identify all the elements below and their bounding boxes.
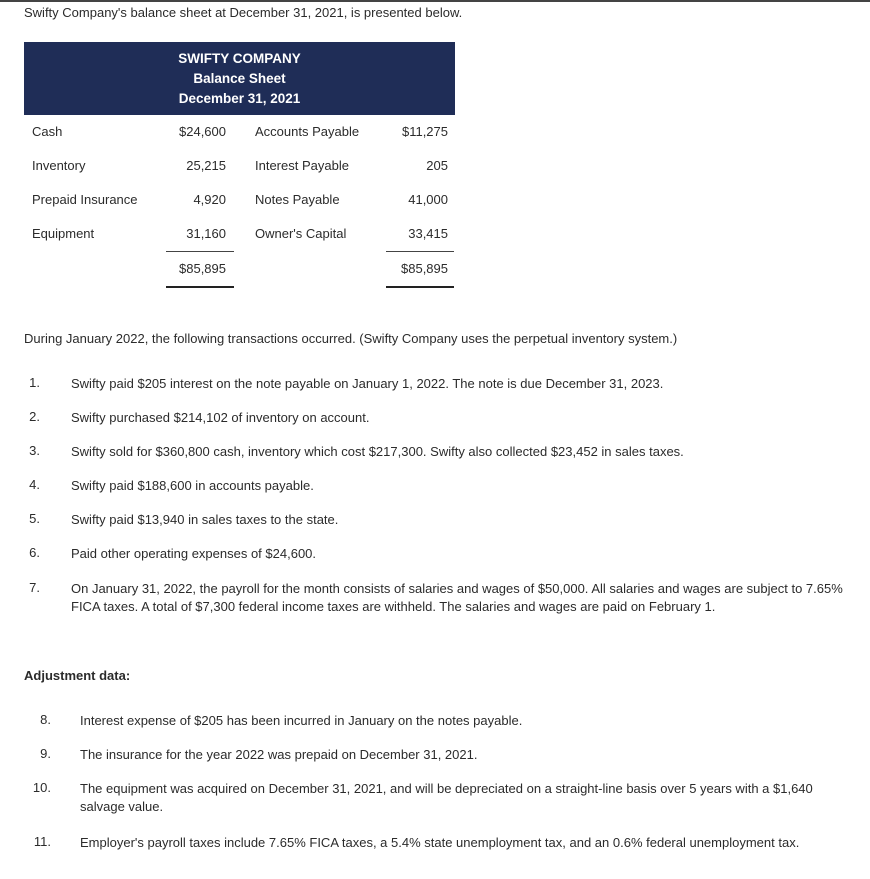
list-item-number: 5. (29, 511, 40, 526)
liability-label: Accounts Payable (255, 124, 360, 139)
total-assets: $85,895 (179, 261, 226, 276)
liability-value: 205 (426, 158, 448, 173)
list-item-number: 2. (29, 409, 40, 424)
asset-label: Equipment (32, 226, 95, 241)
liability-value: $11,275 (401, 124, 448, 139)
asset-label: Inventory (32, 158, 86, 173)
list-item: Paid other operating expenses of $24,600. (71, 546, 317, 561)
liability-value: 33,415 (408, 226, 448, 241)
intro-text: Swifty Company's balance sheet at December 31, 2021, is presented below. (24, 5, 463, 20)
list-item-number: 8. (40, 712, 51, 727)
asset-label: Prepaid Insurance (32, 192, 138, 207)
total-liabilities-equity: $85,895 (401, 261, 448, 276)
asset-value: 4,920 (193, 192, 226, 207)
list-item: Swifty sold for $360,800 cash, inventory which cost $217,300. Swifty also collected $23,452 in sales taxes. (71, 444, 684, 459)
list-item: Swifty purchased $214,102 of inventory on account. (71, 410, 370, 425)
list-item: On January 31, 2022, the payroll for the month consists of salaries and wages of $50,000. All salaries and wages are subject to 7.65% FICA taxes. A total of $7,300 federal income taxes are withheld. The salaries and wages are paid on February 1. (71, 581, 843, 614)
list-item-number: 7. (29, 580, 40, 595)
list-item: The insurance for the year 2022 was prepaid on December 31, 2021. (80, 747, 478, 762)
list-item-number: 1. (29, 375, 40, 390)
asset-value: $24,600 (179, 124, 226, 139)
adjustment-heading: Adjustment data: (24, 668, 131, 683)
company-name: SWIFTY COMPANY (178, 51, 301, 66)
list-item: Interest expense of $205 has been incurred in January on the notes payable. (80, 713, 523, 728)
asset-value: 31,160 (186, 226, 226, 241)
list-item-number: 10. (32, 780, 51, 795)
top-divider (0, 0, 870, 2)
liability-subtotal-rule (386, 251, 454, 252)
liability-label: Notes Payable (255, 192, 340, 207)
balance-sheet-header (24, 42, 455, 115)
transactions-intro: During January 2022, the following transactions occurred. (Swifty Company uses the perpetual inventory system.) (24, 331, 678, 346)
asset-total-rule (166, 286, 234, 288)
list-item-number: 4. (29, 477, 40, 492)
asset-label: Cash (32, 124, 63, 139)
liability-value: 41,000 (408, 192, 448, 207)
list-item: Swifty paid $205 interest on the note payable on January 1, 2022. The note is due December 31, 2023. (71, 376, 664, 391)
liability-total-rule (386, 286, 454, 288)
asset-value: 25,215 (186, 158, 226, 173)
list-item-number: 11. (33, 834, 51, 849)
statement-date: December 31, 2021 (178, 91, 301, 106)
list-item: Swifty paid $188,600 in accounts payable. (71, 478, 314, 493)
list-item: Employer's payroll taxes include 7.65% FICA taxes, a 5.4% state unemployment tax, and an 0.6% federal unemployment tax. (80, 835, 800, 850)
list-item: The equipment was acquired on December 31, 2021, and will be depreciated on a straight-line basis over 5 years with a $1,640 salvage value. (80, 781, 813, 814)
list-item-number: 3. (29, 443, 40, 458)
list-item-number: 6. (29, 545, 40, 560)
liability-label: Interest Payable (255, 158, 349, 173)
list-item: Swifty paid $13,940 in sales taxes to the state. (71, 512, 339, 527)
liability-label: Owner's Capital (255, 226, 347, 241)
statement-title: Balance Sheet (193, 71, 286, 86)
asset-subtotal-rule (166, 251, 234, 252)
list-item-number: 9. (40, 746, 51, 761)
